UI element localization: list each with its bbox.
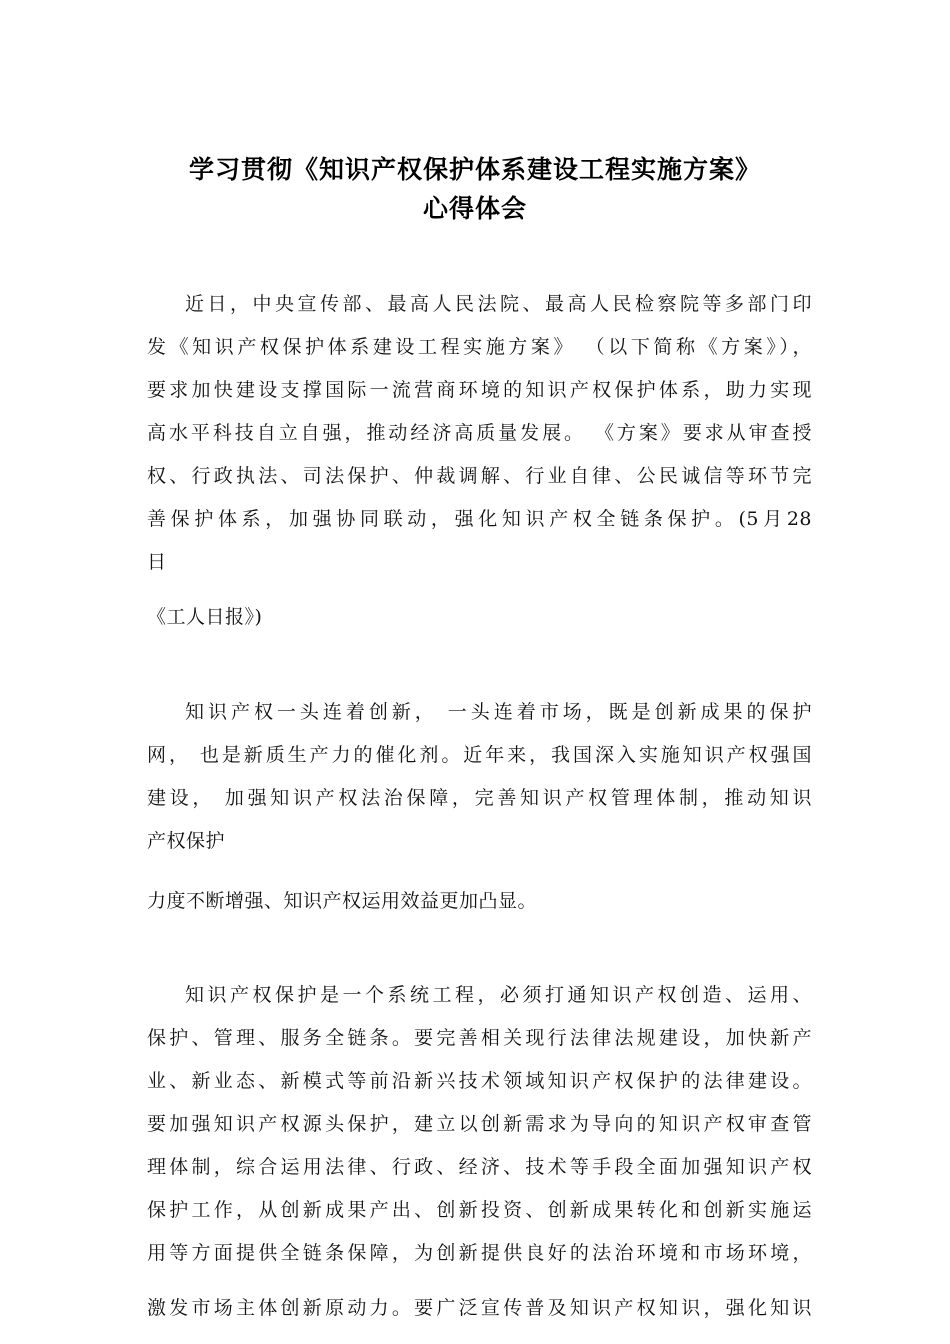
paragraph-line: 产权保护 bbox=[147, 830, 226, 852]
paragraph-line: 高水平科技自立自强，推动经济高质量发展。 《方案》要求从审查授 bbox=[147, 422, 812, 444]
paragraph-line: 激发市场主体创新原动力。要广泛宣传普及知识产权知识，强化知识 bbox=[147, 1297, 812, 1319]
paragraph-line: 知识产权保护是一个系统工程，必须打通知识产权创造、运用、 bbox=[185, 984, 812, 1006]
paragraph-line: 要求加快建设支撑国际一流营商环境的知识产权保护体系，助力实现 bbox=[147, 379, 812, 401]
paragraph-line: 用等方面提供全链条保障，为创新提供良好的法治环境和市场环境， bbox=[147, 1242, 812, 1264]
paragraph-line: 发《知识产权保护体系建设工程实施方案》 （以下简称《方案》）， bbox=[147, 336, 812, 358]
paragraph-line: 网， 也是新质生产力的催化剂。近年来，我国深入实施知识产权强国 bbox=[147, 744, 812, 766]
paragraph-line: 保护、管理、服务全链条。要完善相关现行法律法规建设，加快新产 bbox=[147, 1027, 812, 1049]
document-title: 学习贯彻《知识产权保护体系建设工程实施方案》 bbox=[188, 155, 761, 184]
paragraph-line: 理体制，综合运用法律、行政、经济、技术等手段全面加强知识产权 bbox=[147, 1156, 812, 1178]
paragraph-line: 建设， 加强知识产权法治保障，完善知识产权管理体制，推动知识 bbox=[147, 787, 812, 809]
paragraph-line: 知识产权一头连着创新， 一头连着市场，既是创新成果的保护 bbox=[185, 701, 812, 723]
paragraph-line: 要加强知识产权源头保护，建立以创新需求为导向的知识产权审查管 bbox=[147, 1113, 812, 1135]
paragraph-line: 善保护体系，加强协同联动，强化知识产权全链条保护。(5月28 bbox=[147, 508, 812, 530]
paragraph-line: 《工人日报》) bbox=[147, 606, 263, 628]
paragraph-line: 业、新业态、新模式等前沿新兴技术领域知识产权保护的法律建设。 bbox=[147, 1070, 812, 1092]
paragraph-line: 保护工作，从创新成果产出、创新投资、创新成果转化和创新实施运 bbox=[147, 1199, 812, 1221]
paragraph-line: 近日，中央宣传部、最高人民法院、最高人民检察院等多部门印 bbox=[185, 293, 812, 315]
paragraph-line: 力度不断增强、知识产权运用效益更加凸显。 bbox=[147, 890, 538, 912]
document-subtitle: 心得体会 bbox=[422, 194, 527, 223]
paragraph-line: 权、行政执法、司法保护、仲裁调解、行业自律、公民诚信等环节完 bbox=[147, 465, 812, 487]
paragraph-line: 日 bbox=[147, 551, 167, 573]
